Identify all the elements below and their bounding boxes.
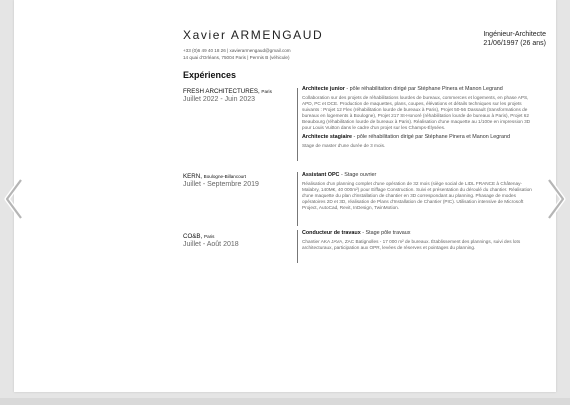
experience-dates: Juillet - Août 2018 <box>183 241 239 248</box>
company-name <box>183 88 272 95</box>
chevron-right-icon <box>545 177 567 221</box>
job-title-line <box>302 134 534 141</box>
experience-details <box>302 86 534 149</box>
job-description: Stage de master d'une durée de 3 mois. <box>302 143 386 148</box>
section-title: Expériences <box>183 70 237 80</box>
job-subtitle: - Stage pôle travaux <box>360 230 411 236</box>
company-name <box>183 173 246 180</box>
chevron-left-icon <box>3 177 25 221</box>
job-title: Architecte stagiaire <box>302 134 353 140</box>
job-description: Collaboration sur des projets de réhabilitations lourdes de bureaux, commerces et logements, en phase APS, APD, PC et DCE. Production de maquettes, plans, coupes, élévations et détails techniques sur les projets suivants : Projet 12 Flex (réhabilitation lourde de bureaux à Paris), Projet 50-56 Dassault (transformations de bureaux en logements à Boulogne), Projet 217 St-Honoré (réhabilitation lourde de bureaux à Paris), Projet 62 Beaubourg (réhabilitation lourde de bureaux à Paris). Réalisation d'une maquette au 1/100e en impression 3D pour Louis Vuitton dans le cadre d'un projet sur les Champs-Élysées. <box>302 95 531 130</box>
contact-line-1: +33 (0)6 49 40 18 26 | xavierarmengaud@gmail.com <box>183 48 291 53</box>
timeline-divider <box>297 172 298 226</box>
company-city: Paris <box>204 234 215 239</box>
experience-details <box>302 230 534 251</box>
viewer-bottom-bar <box>0 398 570 405</box>
next-page-button[interactable] <box>542 176 570 222</box>
cv-name: Xavier ARMENGAUD <box>183 28 324 42</box>
company-label: FRESH ARCHITECTURES, <box>183 88 260 95</box>
job-role: Ingénieur-Architecte <box>483 31 546 38</box>
job-title-line <box>302 86 534 93</box>
job-subtitle: - Stage ouvrier <box>339 172 377 178</box>
previous-page-button[interactable] <box>0 176 28 222</box>
birth-date: 21/06/1997 (26 ans) <box>483 40 546 47</box>
timeline-divider <box>297 88 298 161</box>
job-title: Assistant OPC <box>302 172 340 178</box>
company-name <box>183 233 214 240</box>
company-city: Paris <box>261 89 272 94</box>
company-label: CO&B, <box>183 233 203 240</box>
company-label: KERN, <box>183 173 202 180</box>
job-description: Réalisation d'un planning complet d'une opération de 32 mois (siège social de LIDL FRANCE à Châtenay-Malabry, 140M€, 40 000m²) pour Eiffage Construction. Suivi et présentation du déroulé du chantier. Réalisation d'une maquette du plan d'installation de chantier en 3D correspondant au planning. Phasage de modes opératoires 2D et 3D, réalisation de Plans d'Installation de Chantier (PIC). Utilisation intensive de Microsoft Project, AutoCad, Revit, InDesign, TwinMotion. <box>302 181 532 210</box>
company-city: Boulogne-Billancourt <box>203 174 247 179</box>
job-title-line <box>302 172 534 179</box>
experience-dates: Juillet 2022 - Juin 2023 <box>183 96 255 103</box>
contact-line-2: 14 quai d'Orléans, 75004 Paris | Permis B (véhicule) <box>183 55 290 60</box>
job-description: Chantier AKA JAVA, ZAC Batignolles - 17 000 m² de bureaux. Établissement des plannings, suivi des lots architecturaux, participation aux OPR, levées de réserves et pointages du planning. <box>302 239 521 250</box>
job-subtitle: - pôle réhabilitation dirigé par Stéphane Pinera et Manon Legrand <box>344 86 503 92</box>
timeline-divider <box>297 230 298 263</box>
job-title: Architecte junior <box>302 86 345 92</box>
job-title-line <box>302 230 534 237</box>
experience-dates: Juillet - Septembre 2019 <box>183 181 259 188</box>
job-title: Conducteur de travaux <box>302 230 361 236</box>
experience-details <box>302 172 534 211</box>
job-subtitle: - pôle réhabilitation dirigé par Stéphane Pinera et Manon Legrand <box>352 134 510 140</box>
